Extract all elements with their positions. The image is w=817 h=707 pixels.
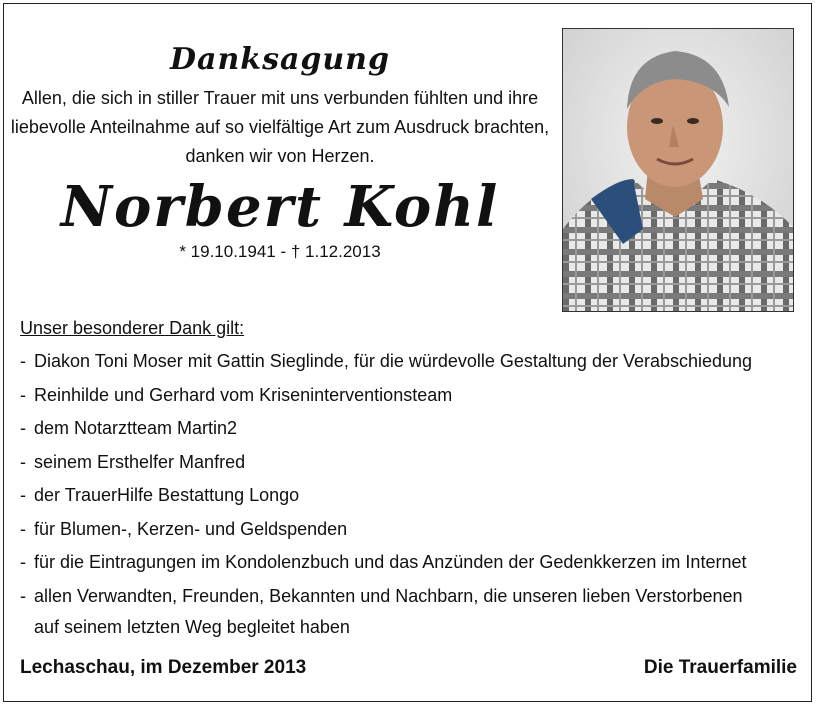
portrait-photo <box>562 28 794 312</box>
notice-header <box>10 40 550 263</box>
list-item-text: Diakon Toni Moser mit Gattin Sieglinde, für die würdevolle Gestaltung der Verabschiedung <box>34 351 753 371</box>
signature: Die Trauerfamilie <box>643 657 797 678</box>
thanks-heading: Unser besonderer Dank gilt: <box>20 318 245 338</box>
deceased-name: Norbert Kohl <box>60 174 500 240</box>
list-item <box>20 345 800 379</box>
intro-line: danken wir von Herzen. <box>185 146 375 166</box>
life-dates: * 19.10.1941 - † 1.12.2013 <box>179 242 381 261</box>
list-dash: - <box>20 585 26 606</box>
list-item <box>20 412 800 446</box>
list-dash: - <box>20 485 26 505</box>
list-item-text: für Blumen-, Kerzen- und Geldspenden <box>34 518 348 539</box>
portrait-illustration <box>563 29 794 312</box>
list-item-text: allen Verwandten, Freunden, Bekannten und Nachbarn, die unseren lieben Verstorbenen <box>34 585 743 606</box>
notice-title: Danksagung <box>170 42 390 77</box>
intro-line: liebevolle Anteilnahme auf so vielfältige Art zum Ausdruck brachten, <box>10 117 550 137</box>
list-item <box>20 546 800 580</box>
list-dash: - <box>20 351 26 371</box>
list-dash: - <box>20 384 26 405</box>
list-item <box>20 580 800 614</box>
intro-text <box>10 84 550 171</box>
list-dash: - <box>20 518 26 539</box>
list-item-text: Reinhilde und Gerhard vom Kriseninterventionsteam <box>34 384 453 405</box>
list-item <box>20 379 800 413</box>
thanks-section <box>20 313 800 645</box>
list-dash: - <box>20 451 26 472</box>
list-item-text: für die Eintragungen im Kondolenzbuch und das Anzünden der Gedenkkerzen im Internet <box>34 552 747 572</box>
list-item <box>20 446 800 480</box>
list-dash: - <box>20 552 26 572</box>
thanks-list <box>20 345 800 645</box>
intro-line: Allen, die sich in stiller Trauer mit uns verbunden fühlten und ihre <box>21 88 539 108</box>
list-dash: - <box>20 418 26 438</box>
place-date: Lechaschau, im Dezember 2013 <box>20 657 307 678</box>
list-item-continuation: auf seinem letzten Weg begleitet haben <box>34 617 350 637</box>
list-item <box>20 479 800 513</box>
list-item <box>20 513 800 547</box>
list-item-text: dem Notarztteam Martin2 <box>34 418 238 438</box>
list-item-text: der TrauerHilfe Bestattung Longo <box>34 485 300 505</box>
list-item-text: seinem Ersthelfer Manfred <box>34 451 246 472</box>
